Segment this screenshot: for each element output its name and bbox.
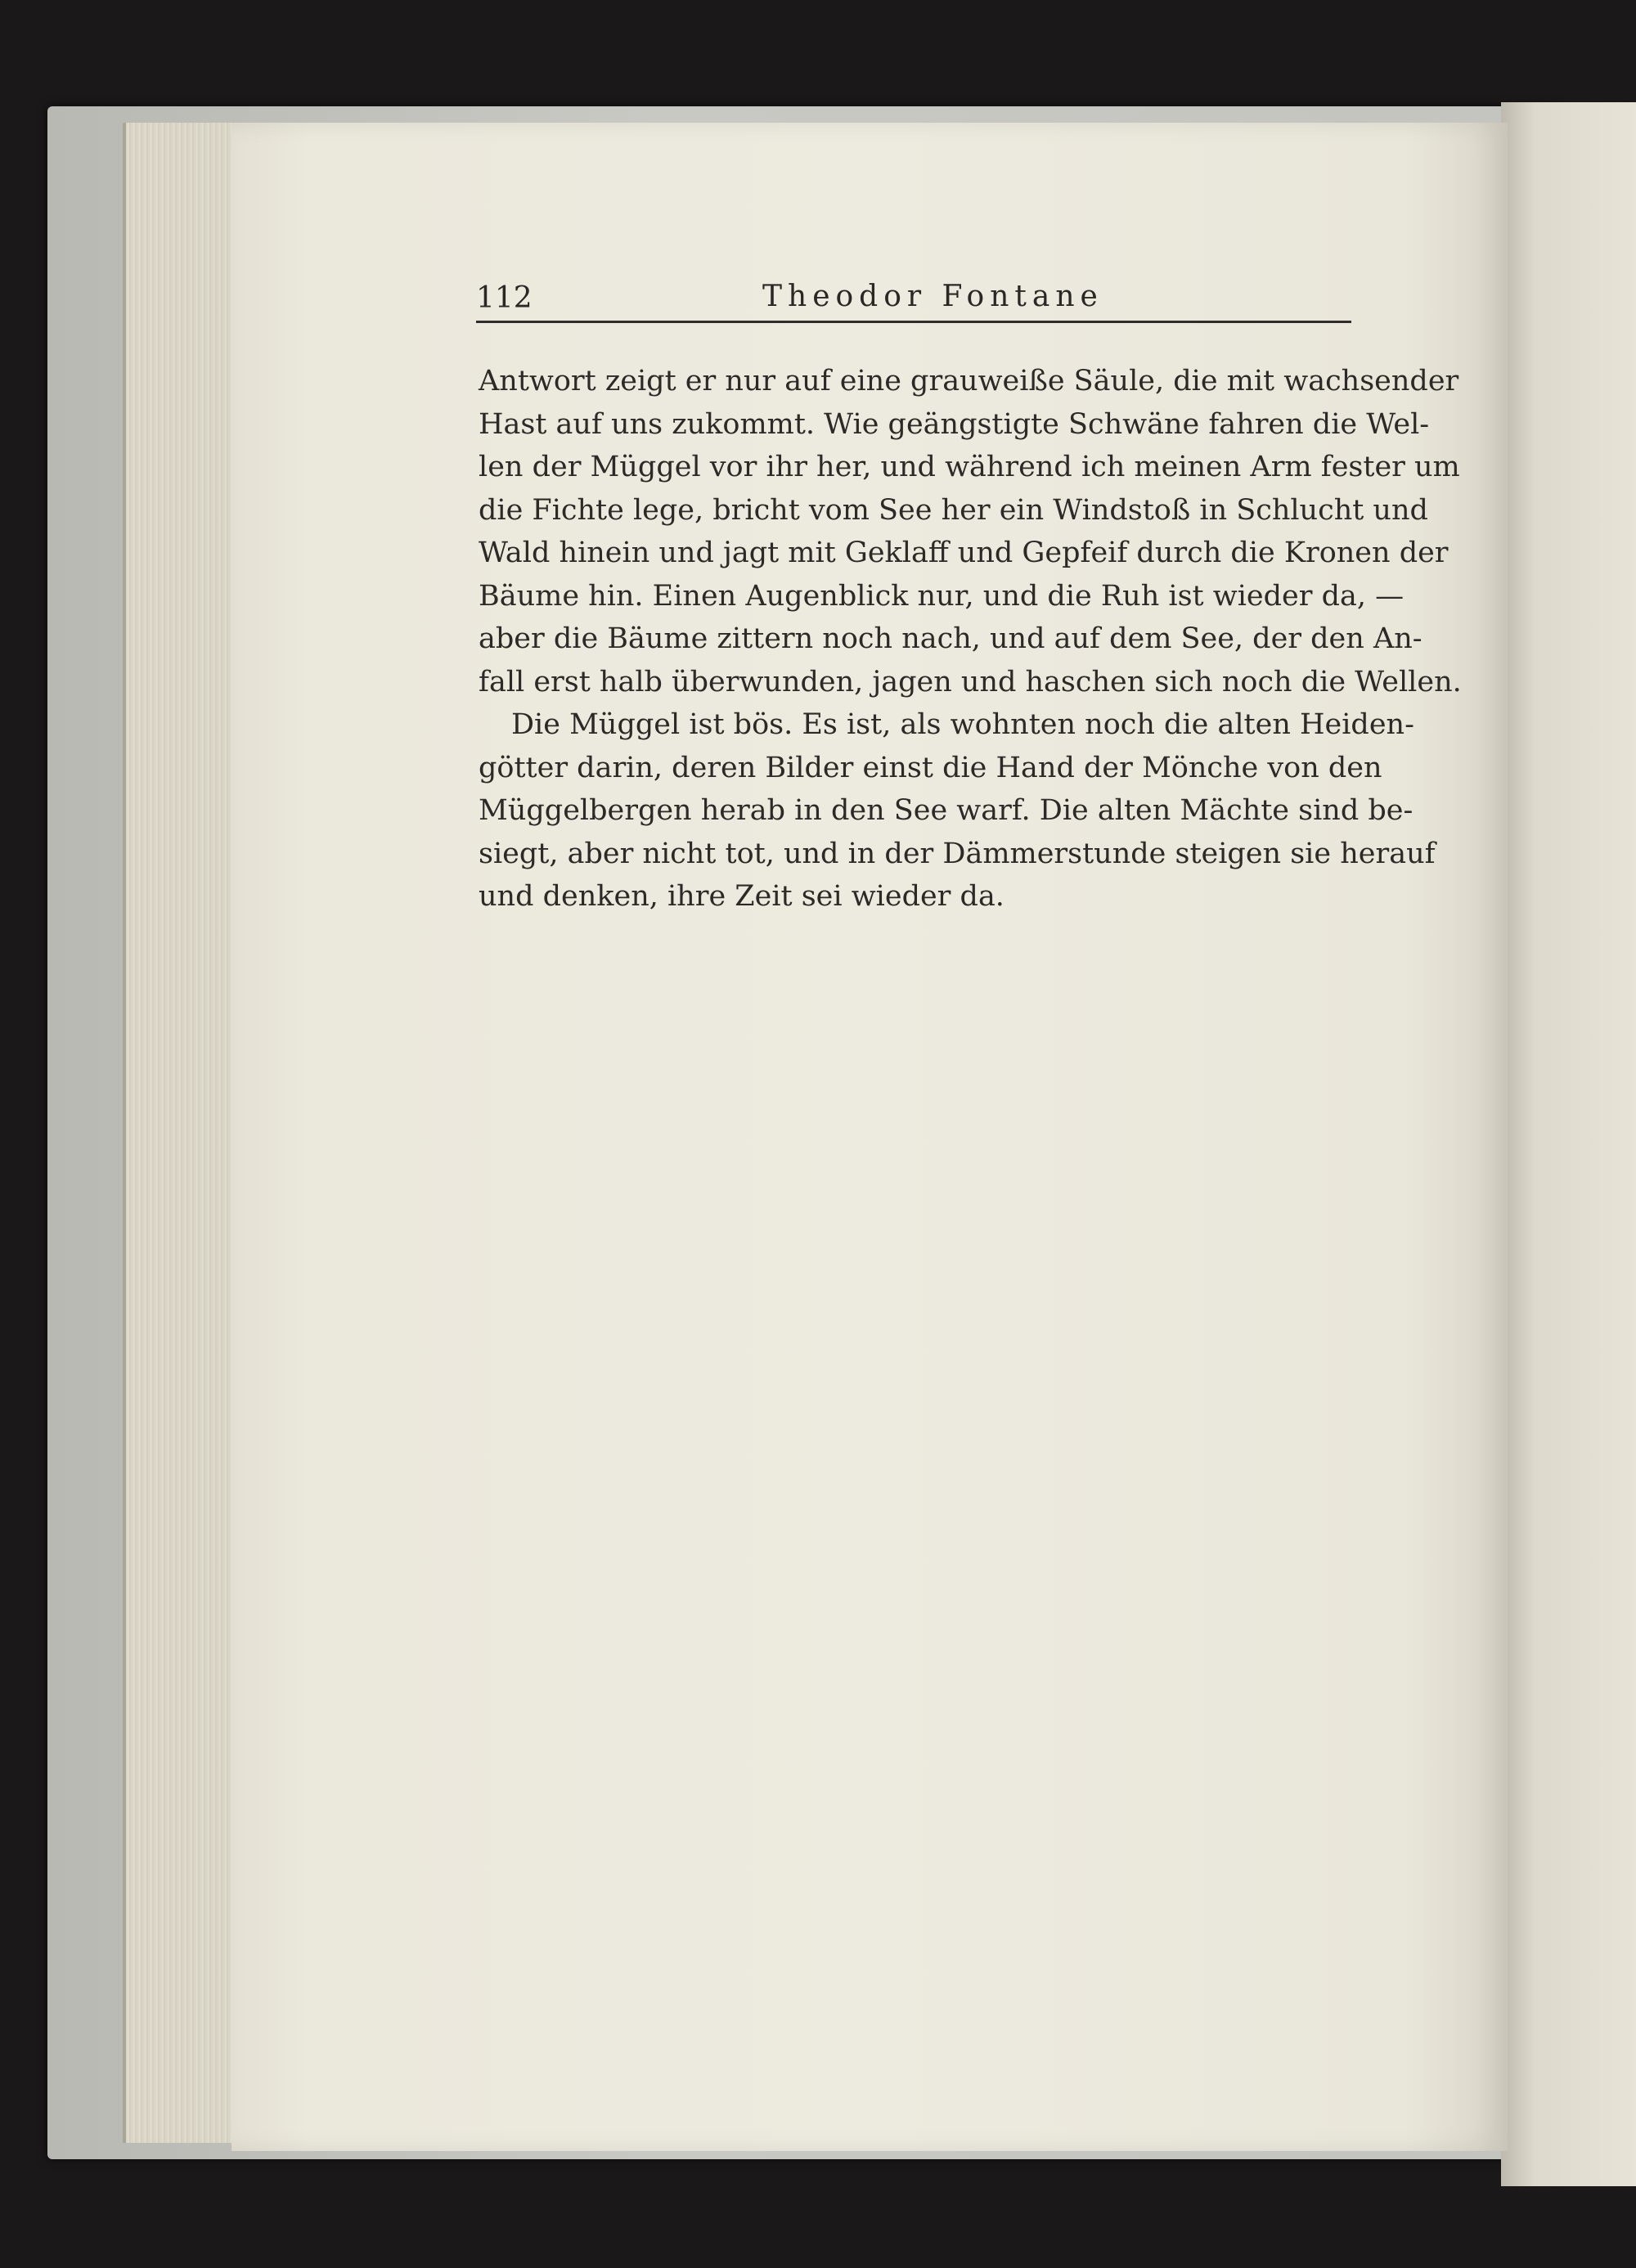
text-line: Die Müggel ist bös. Es ist, als wohnten noch die alten Heiden- (511, 708, 1414, 741)
text-line: Bäume hin. Einen Augenblick nur, und die Ruh ist wieder da, — (479, 579, 1405, 613)
running-head (476, 278, 1351, 323)
text-line: Wald hinein und jagt mit Geklaff und Gepfeif durch die Kronen der (479, 537, 1449, 569)
text-line: Antwort zeigt er nur auf eine grauweiße Säule, die mit wachsender (479, 365, 1459, 397)
text-line: fall erst halb überwunden, jagen und haschen sich noch die Wellen. (479, 665, 1462, 698)
text-line: die Fichte lege, bricht vom See her ein Windstoß in Schlucht und (479, 493, 1428, 527)
text-line: siegt, aber nicht tot, und in der Dämmerstunde steigen sie herauf (479, 837, 1436, 870)
facing-page-edge (1501, 102, 1636, 2186)
text-line: len der Müggel vor ihr her, und während ich meinen Arm fester um (479, 451, 1460, 483)
text-line: Müggelbergen herab in den See warf. Die alten Mächte sind be- (479, 794, 1414, 827)
page-number: 112 (476, 281, 533, 315)
text-line: und denken, ihre Zeit sei wieder da. (479, 880, 1005, 913)
page-stack-edge (123, 123, 240, 2143)
body-text (479, 360, 1462, 918)
text-line: Hast auf uns zukommt. Wie geängstigte Schwäne fahren die Wel- (479, 407, 1430, 441)
running-title: Theodor Fontane (762, 280, 1103, 313)
text-line: götter darin, deren Bilder einst die Hand der Mönche von den (479, 751, 1382, 784)
text-line: aber die Bäume zittern noch nach, und auf dem See, der den An- (479, 622, 1423, 655)
